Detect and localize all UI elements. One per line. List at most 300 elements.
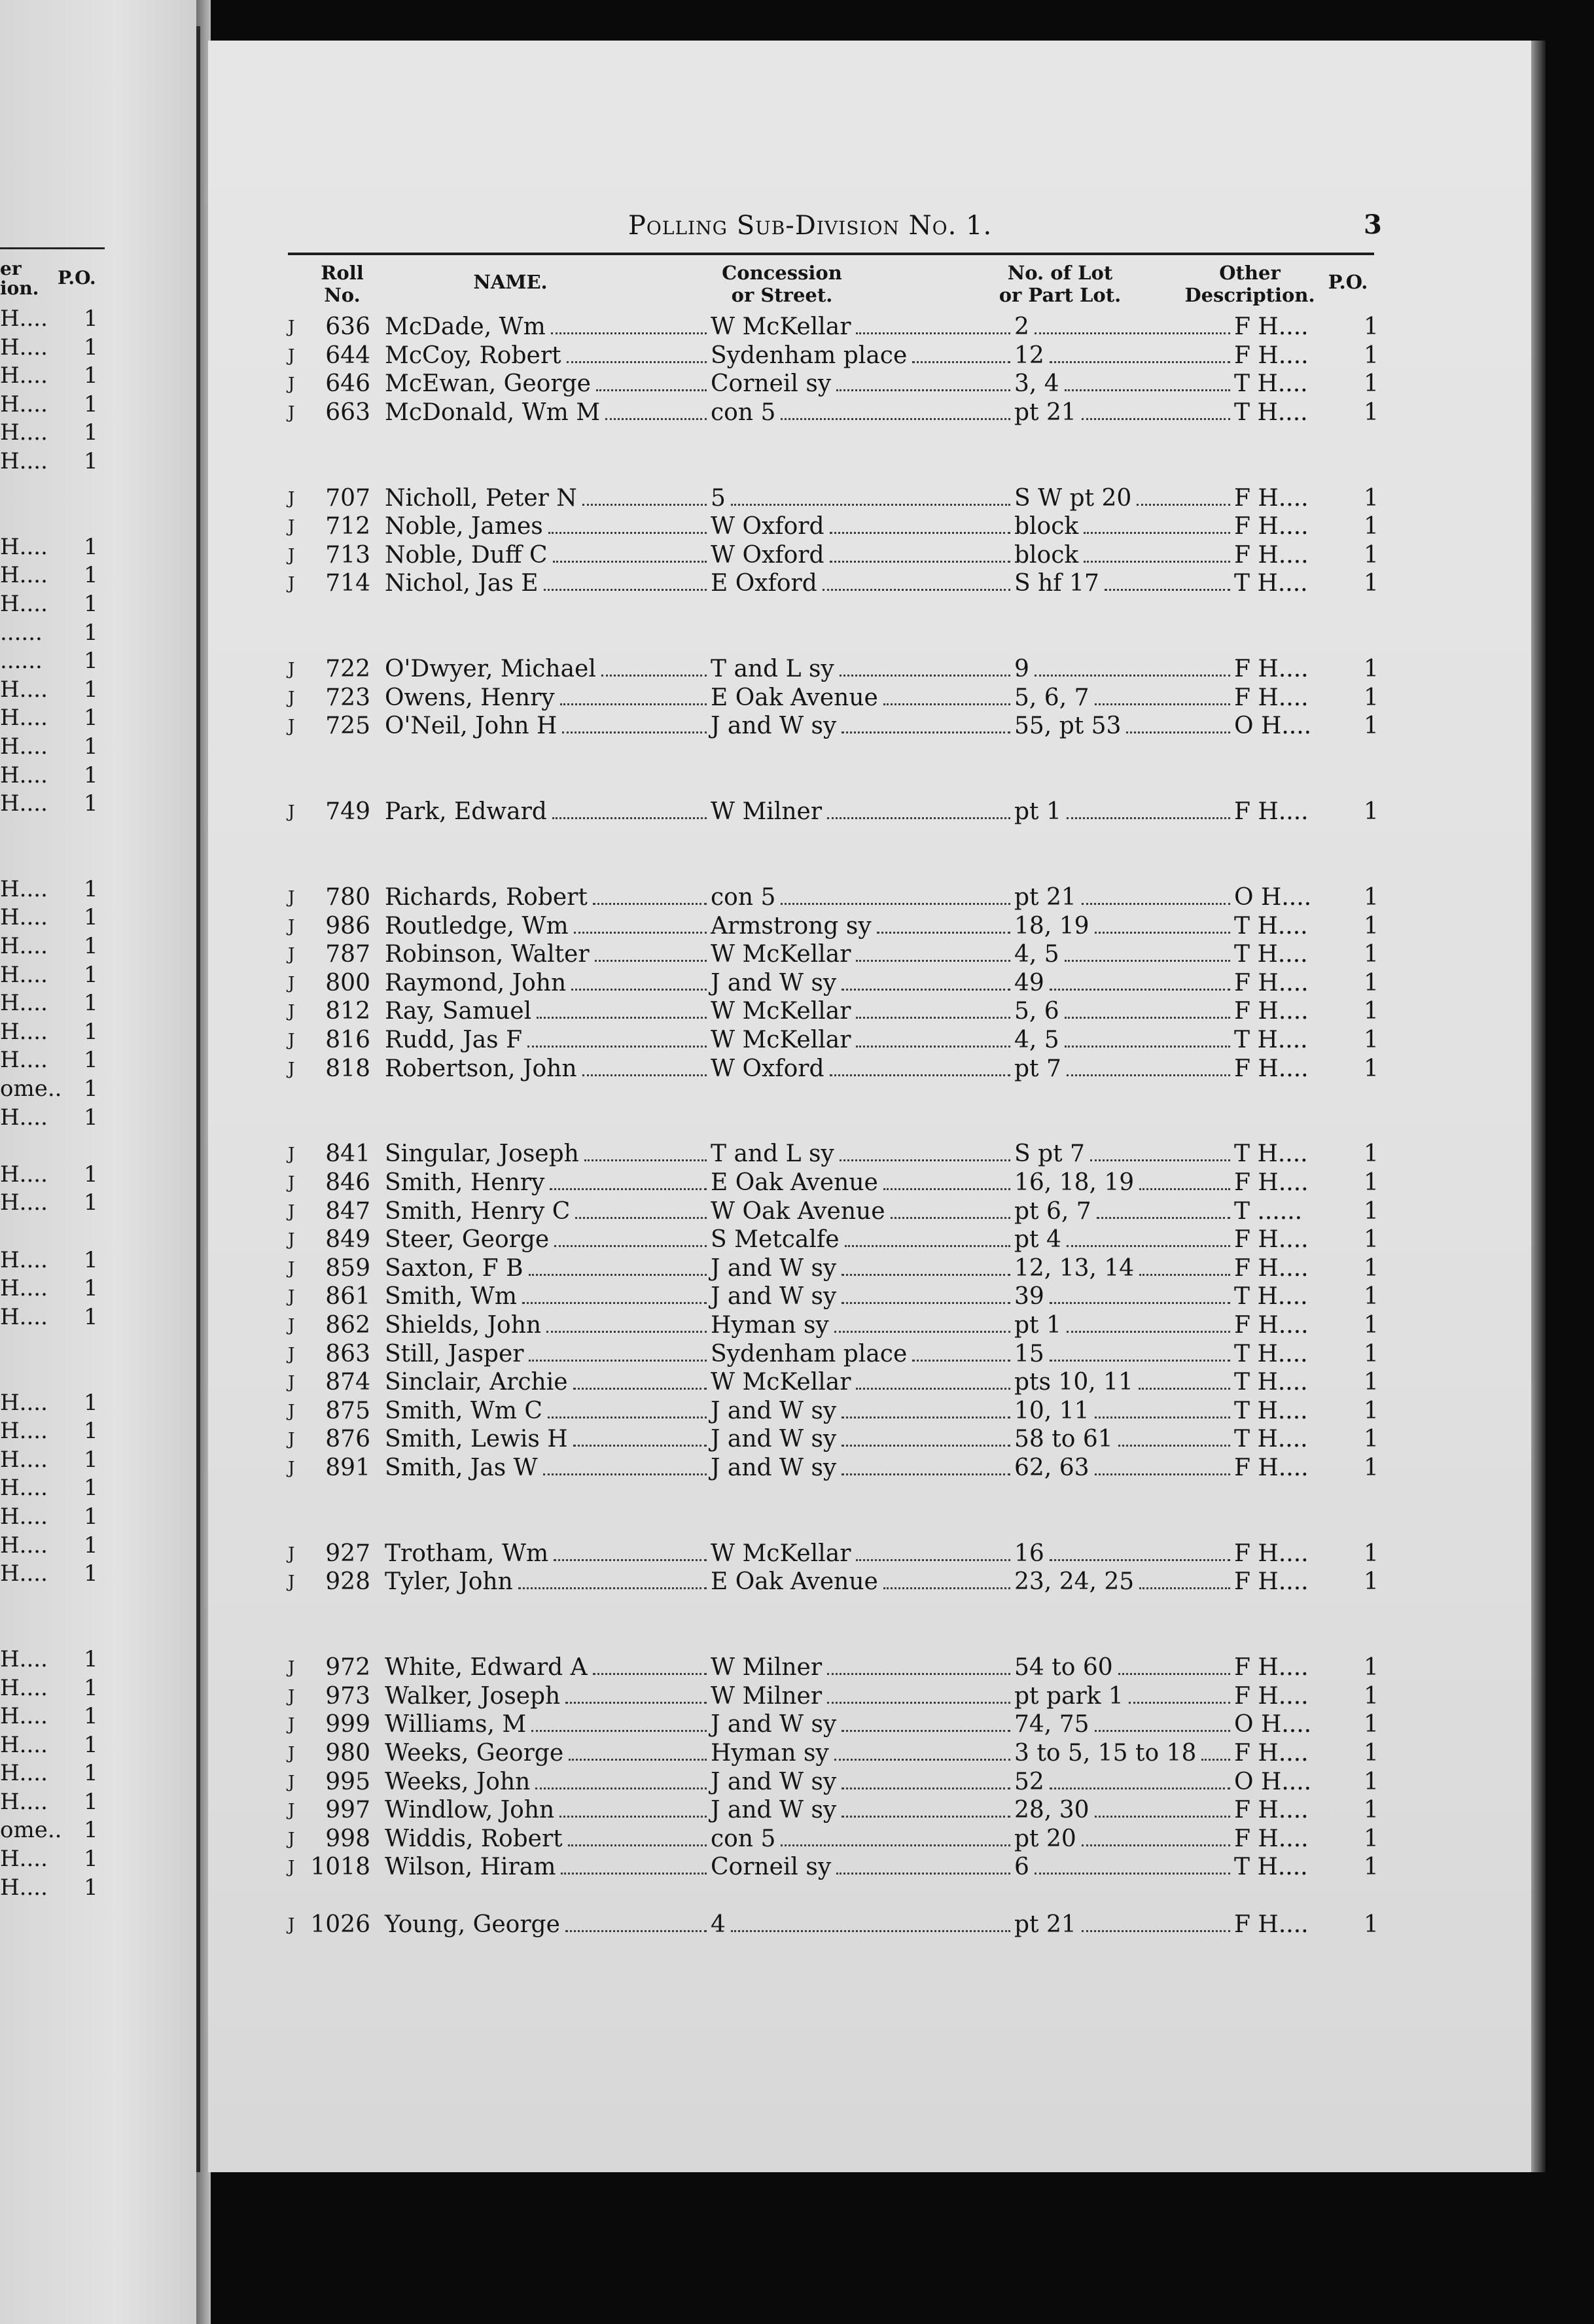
roll-prefix: J [288, 1572, 295, 1593]
previous-page-desc: H.... [0, 1731, 48, 1758]
table-row [288, 940, 1413, 969]
voter-name: Ray, Samuel [385, 998, 532, 1025]
table-row [288, 997, 1413, 1026]
other-description: F H.... [1234, 1910, 1309, 1938]
voter-name: McDonald, Wm M [385, 398, 601, 426]
roll-number: 812 [325, 998, 370, 1025]
roll-prefix: J [288, 1316, 295, 1335]
concession: Corneil sy [711, 370, 832, 398]
voter-name: Richards, Robert [385, 884, 588, 911]
other-description: F H.... [1234, 1740, 1309, 1767]
previous-page-desc: H.... [0, 448, 48, 474]
table-row [288, 1026, 1413, 1055]
table-row [288, 569, 1413, 598]
previous-page-row [0, 1389, 105, 1418]
previous-page-row [0, 1331, 105, 1360]
leader-dots [731, 1930, 1010, 1932]
roll-prefix: J [288, 317, 295, 337]
lot-number: pt 21 [1014, 884, 1076, 911]
roll-prefix: J [288, 888, 295, 907]
roll-number: 998 [325, 1825, 370, 1852]
other-description: T H.... [1234, 1369, 1308, 1396]
lot-number: pt 4 [1014, 1226, 1061, 1254]
lot-number: 4, 5 [1014, 1027, 1059, 1053]
concession: J and W sy [711, 1768, 837, 1795]
other-description: F H.... [1234, 1454, 1309, 1481]
roll-prefix: J [288, 1715, 295, 1735]
leader-dots [605, 418, 707, 420]
post-office: 1 [1364, 1768, 1379, 1795]
leader-dots [830, 532, 1010, 534]
previous-page-po: 1 [84, 1674, 98, 1701]
previous-page-po: 1 [84, 790, 98, 817]
roll-prefix: J [288, 517, 295, 537]
previous-page-po: 1 [84, 419, 98, 446]
lot-number: pt 6, 7 [1014, 1197, 1091, 1225]
previous-page-row [0, 1816, 105, 1845]
leader-dots [518, 1587, 707, 1589]
previous-page-desc: H.... [0, 1503, 48, 1530]
leader-dots [912, 1360, 1010, 1362]
post-office: 1 [1364, 1711, 1379, 1738]
roll-number: 927 [325, 1540, 370, 1567]
leader-dots [891, 1217, 1010, 1219]
roll-prefix: J [288, 1430, 295, 1450]
previous-page-desc: ...... [0, 648, 43, 675]
post-office: 1 [1364, 1397, 1379, 1424]
voter-name: Trotham, Wm [385, 1540, 549, 1567]
concession: W Milner [711, 1654, 823, 1681]
previous-page-po: 1 [84, 1817, 98, 1844]
leader-dots [912, 361, 1010, 363]
voter-name: Nicholl, Peter N [385, 484, 577, 512]
concession: con 5 [711, 1825, 776, 1852]
previous-page-row [0, 1731, 105, 1760]
leader-dots [1137, 504, 1230, 506]
roll-prefix: J [288, 1744, 295, 1763]
post-office: 1 [1364, 570, 1379, 597]
other-description: T ...... [1234, 1197, 1303, 1225]
header-rule [288, 253, 1374, 255]
voter-name: Smith, Wm C [385, 1397, 542, 1424]
leader-dots [1139, 1274, 1230, 1276]
concession: E Oxford [711, 570, 817, 597]
leader-dots [1050, 1787, 1230, 1789]
roll-prefix: J [288, 1230, 295, 1250]
leader-dots [1139, 1388, 1230, 1390]
roll-number: 849 [325, 1226, 370, 1254]
leader-dots [1139, 1587, 1230, 1589]
table-row [288, 398, 1413, 427]
leader-dots [781, 903, 1010, 905]
post-office: 1 [1364, 1910, 1379, 1938]
roll-prefix: J [288, 488, 295, 508]
voter-name: Shields, John [385, 1312, 542, 1339]
previous-page-po: 1 [84, 1731, 98, 1758]
table-row [288, 1768, 1413, 1797]
roll-prefix: J [288, 1258, 295, 1278]
lot-number: 18, 19 [1014, 912, 1089, 940]
previous-page-po: 1 [84, 762, 98, 788]
other-description: T H.... [1234, 1140, 1308, 1168]
table-row [288, 1796, 1413, 1825]
previous-page-desc: H.... [0, 1047, 48, 1074]
lot-number: 12, 13, 14 [1014, 1254, 1135, 1282]
post-office: 1 [1364, 1568, 1379, 1596]
voter-name: O'Dwyer, Michael [385, 656, 596, 683]
previous-page-row [0, 334, 105, 362]
leader-dots [830, 1074, 1010, 1076]
other-description: F H.... [1234, 541, 1309, 569]
roll-prefix: J [288, 945, 295, 965]
concession: W Oxford [711, 541, 824, 569]
leader-dots [1067, 817, 1230, 819]
table-row [288, 798, 1413, 826]
table-row [288, 1368, 1413, 1397]
previous-page-desc: H.... [0, 562, 48, 589]
table-row [288, 1140, 1413, 1169]
post-office: 1 [1364, 713, 1379, 740]
post-office: 1 [1364, 1825, 1379, 1852]
table-row [288, 484, 1413, 513]
leader-dots [841, 1445, 1010, 1447]
leader-dots [593, 903, 707, 905]
leader-dots [569, 1759, 707, 1761]
table-row [288, 1197, 1413, 1226]
previous-page-po: 1 [84, 448, 98, 474]
lot-number: block [1014, 513, 1079, 540]
voter-name: Sinclair, Archie [385, 1369, 568, 1396]
previous-page-desc: H.... [0, 306, 48, 332]
other-description: F H.... [1234, 1568, 1309, 1596]
previous-page-row [0, 504, 105, 533]
other-description: F H.... [1234, 1055, 1309, 1082]
previous-page-po: 1 [84, 306, 98, 332]
leader-dots [1050, 989, 1230, 991]
post-office: 1 [1364, 998, 1379, 1025]
voter-name: White, Edward A [385, 1654, 588, 1681]
leader-dots [877, 932, 1010, 934]
concession: Corneil sy [711, 1854, 832, 1881]
roll-prefix: J [288, 345, 295, 366]
column-header-lot [982, 262, 1139, 306]
previous-page-po: 1 [84, 1503, 98, 1530]
leader-dots [548, 532, 707, 534]
roll-prefix: J [288, 802, 295, 822]
voter-name: Park, Edward [385, 798, 547, 826]
table-row [288, 1311, 1413, 1340]
other-description: O H.... [1234, 1711, 1312, 1738]
other-description: F H.... [1234, 684, 1309, 711]
roll-number: 997 [325, 1797, 370, 1824]
lot-number: 74, 75 [1014, 1711, 1089, 1738]
roll-number: 846 [325, 1169, 370, 1196]
previous-page-po: 1 [84, 1161, 98, 1188]
other-description: F H.... [1234, 342, 1309, 369]
lot-number: block [1014, 541, 1079, 569]
other-description: F H.... [1234, 513, 1309, 540]
roll-number: 980 [325, 1740, 370, 1767]
other-description: F H.... [1234, 798, 1309, 826]
voter-name: Windlow, John [385, 1797, 555, 1824]
leader-dots [1082, 1844, 1230, 1846]
previous-page-desc: H.... [0, 391, 48, 417]
previous-page-desc: H.... [0, 1018, 48, 1045]
other-description: T H.... [1234, 398, 1308, 426]
leader-dots [582, 504, 707, 506]
table-row [288, 1425, 1413, 1454]
previous-page-row [0, 362, 105, 391]
lot-number: 4, 5 [1014, 941, 1059, 968]
other-description: F H.... [1234, 484, 1309, 512]
leader-dots [856, 1388, 1010, 1390]
previous-page-desc: H.... [0, 1646, 48, 1672]
roll-prefix: J [288, 574, 295, 594]
previous-page-desc: H.... [0, 1846, 48, 1873]
previous-page-row [0, 1104, 105, 1133]
other-description: F H.... [1234, 1654, 1309, 1681]
roll-number: 712 [325, 513, 370, 540]
leader-dots [565, 1930, 707, 1932]
post-office: 1 [1364, 884, 1379, 911]
table-row [288, 342, 1413, 370]
previous-page-row [0, 1132, 105, 1161]
previous-page-po: 1 [84, 334, 98, 361]
lot-number: 39 [1014, 1283, 1044, 1311]
lot-number: pt 1 [1014, 1312, 1061, 1339]
concession: E Oak Avenue [711, 684, 878, 711]
voter-name: Saxton, F B [385, 1254, 523, 1282]
previous-page-row [0, 1046, 105, 1075]
other-description: T H.... [1234, 570, 1308, 597]
leader-dots [841, 1473, 1010, 1475]
other-description: T H.... [1234, 1283, 1308, 1311]
voter-name: Wilson, Hiram [385, 1854, 556, 1881]
leader-dots [595, 960, 707, 962]
previous-page-rule [0, 247, 105, 249]
previous-page-desc: H.... [0, 1475, 48, 1502]
previous-page-row [0, 1617, 105, 1646]
leader-dots [552, 817, 707, 819]
post-office: 1 [1364, 1340, 1379, 1367]
table-row [288, 912, 1413, 941]
previous-page-desc: H.... [0, 1161, 48, 1188]
other-description: F H.... [1234, 1254, 1309, 1282]
previous-page-desc: H.... [0, 334, 48, 361]
roll-number: 818 [325, 1055, 370, 1082]
leader-dots [834, 1759, 1010, 1761]
lot-number: 28, 30 [1014, 1797, 1089, 1824]
table-row [288, 1710, 1413, 1739]
leader-dots [601, 675, 707, 677]
previous-page-desc: H.... [0, 1703, 48, 1730]
roll-number: 847 [325, 1197, 370, 1225]
roll-number: 636 [325, 313, 370, 340]
previous-page-row [0, 704, 105, 733]
roll-number: 986 [325, 912, 370, 940]
previous-page-po: 1 [84, 904, 98, 931]
roll-number: 891 [325, 1454, 370, 1481]
roll-prefix: J [288, 660, 295, 680]
leader-dots [554, 1245, 707, 1247]
concession: W Oak Avenue [711, 1197, 885, 1225]
leader-dots [575, 1217, 707, 1219]
leader-dots [827, 1702, 1010, 1704]
roll-prefix: J [288, 374, 295, 395]
roll-prefix: J [288, 716, 295, 737]
other-description: F H.... [1234, 1825, 1309, 1852]
leader-dots [1065, 960, 1230, 962]
leader-dots [840, 1159, 1010, 1161]
table-row [288, 1682, 1413, 1711]
concession: J and W sy [711, 1283, 837, 1311]
previous-page-row [0, 1161, 105, 1189]
leader-dots [856, 1559, 1010, 1561]
concession: W Milner [711, 798, 823, 826]
other-description: F H.... [1234, 969, 1309, 996]
previous-page-row [0, 1702, 105, 1731]
roll-prefix: J [288, 1772, 295, 1792]
leader-dots [567, 361, 707, 363]
voter-name: Young, George [385, 1910, 560, 1938]
previous-page-row [0, 619, 105, 648]
voter-name: Still, Jasper [385, 1340, 524, 1367]
leader-dots [1126, 731, 1230, 733]
leader-dots [1035, 1873, 1230, 1875]
leader-dots [553, 561, 707, 563]
roll-prefix: J [288, 973, 295, 993]
column-header-concession [707, 262, 857, 306]
voter-name: Williams, M [385, 1711, 527, 1738]
roll-number: 749 [325, 798, 370, 826]
leader-dots [1082, 1930, 1230, 1932]
column-header-name-text: NAME. [473, 271, 548, 293]
voter-name: Nichol, Jas E [385, 570, 539, 597]
other-description: F H.... [1234, 1169, 1309, 1196]
column-header-roll [313, 262, 372, 306]
leader-dots [883, 1188, 1010, 1190]
previous-page-po: 1 [84, 1760, 98, 1787]
lot-number: 54 to 60 [1014, 1654, 1113, 1681]
table-row [288, 655, 1413, 684]
roll-number: 928 [325, 1568, 370, 1596]
lot-number: pt 1 [1014, 798, 1061, 826]
leader-dots [573, 1388, 707, 1390]
voter-name: Walker, Joseph [385, 1682, 561, 1710]
previous-page-desc: H.... [0, 1874, 48, 1901]
leader-dots [1139, 1188, 1230, 1190]
leader-dots [573, 1445, 707, 1447]
roll-number: 875 [325, 1397, 370, 1424]
post-office: 1 [1364, 1426, 1379, 1453]
lot-number: 15 [1014, 1340, 1044, 1367]
table-row [288, 1825, 1413, 1854]
other-description: F H.... [1234, 1226, 1309, 1254]
roll-prefix: J [288, 1458, 295, 1478]
lot-number: S hf 17 [1014, 570, 1099, 597]
roll-number: 787 [325, 941, 370, 968]
leader-dots [1097, 1217, 1230, 1219]
leader-dots [1050, 1559, 1230, 1561]
leader-dots [543, 1473, 707, 1475]
leader-dots [584, 1159, 707, 1161]
table-row [288, 1454, 1413, 1483]
column-header-other [1171, 262, 1328, 306]
other-description: O H.... [1234, 713, 1312, 740]
leader-dots [1067, 1331, 1230, 1333]
previous-page-po: 1 [84, 1275, 98, 1302]
previous-page-po: 1 [84, 1846, 98, 1873]
roll-prefix: J [288, 1829, 295, 1849]
roll-prefix: J [288, 1914, 295, 1935]
previous-page-row [0, 1788, 105, 1817]
leader-dots [823, 589, 1010, 591]
roll-prefix: J [288, 1801, 295, 1821]
table-row [288, 1568, 1413, 1596]
post-office: 1 [1364, 1027, 1379, 1053]
voter-name: Smith, Wm [385, 1283, 517, 1311]
leader-dots [1035, 675, 1230, 677]
leader-dots [840, 675, 1010, 677]
concession: con 5 [711, 884, 776, 911]
leader-dots [1050, 361, 1230, 363]
previous-page-po: 1 [84, 1560, 98, 1587]
post-office: 1 [1364, 1197, 1379, 1225]
leader-dots [1118, 1445, 1230, 1447]
roll-prefix: J [288, 1002, 295, 1022]
leader-dots [856, 1017, 1010, 1019]
table-row [288, 1254, 1413, 1283]
concession: W Milner [711, 1682, 823, 1710]
previous-page-desc: H.... [0, 990, 48, 1017]
other-description: O H.... [1234, 1768, 1312, 1795]
voter-name: McCoy, Robert [385, 342, 561, 369]
post-office: 1 [1364, 313, 1379, 340]
previous-page-header-po: P.O. [58, 267, 96, 289]
table-row [288, 1910, 1413, 1939]
previous-page-desc: H.... [0, 1275, 48, 1302]
previous-page-desc: ome.. [0, 1817, 62, 1844]
concession: Hyman sy [711, 1312, 829, 1339]
previous-page-po: 1 [84, 1303, 98, 1330]
previous-page-row [0, 1246, 105, 1275]
leader-dots [856, 332, 1010, 334]
leader-dots [1095, 932, 1230, 934]
previous-page-desc: H.... [0, 762, 48, 788]
other-description: F H.... [1234, 313, 1309, 340]
roll-number: 714 [325, 570, 370, 597]
lot-number: 6 [1014, 1854, 1029, 1881]
lot-number: pt 21 [1014, 1910, 1076, 1938]
concession: con 5 [711, 398, 776, 426]
roll-number: 816 [325, 1027, 370, 1053]
lot-number: 16 [1014, 1540, 1044, 1567]
previous-page-row [0, 1759, 105, 1788]
leader-dots [562, 731, 707, 733]
roll-number: 973 [325, 1682, 370, 1710]
other-description: T H.... [1234, 1397, 1308, 1424]
previous-page-po: 1 [84, 875, 98, 902]
previous-page-row [0, 904, 105, 932]
roll-number: 876 [325, 1426, 370, 1453]
voter-name: Weeks, George [385, 1740, 564, 1767]
table-row [288, 541, 1413, 570]
previous-page-desc: H.... [0, 933, 48, 960]
concession: J and W sy [711, 1711, 837, 1738]
roll-prefix: J [288, 1173, 295, 1193]
other-description: F H.... [1234, 1312, 1309, 1339]
voter-name: McEwan, George [385, 370, 591, 398]
